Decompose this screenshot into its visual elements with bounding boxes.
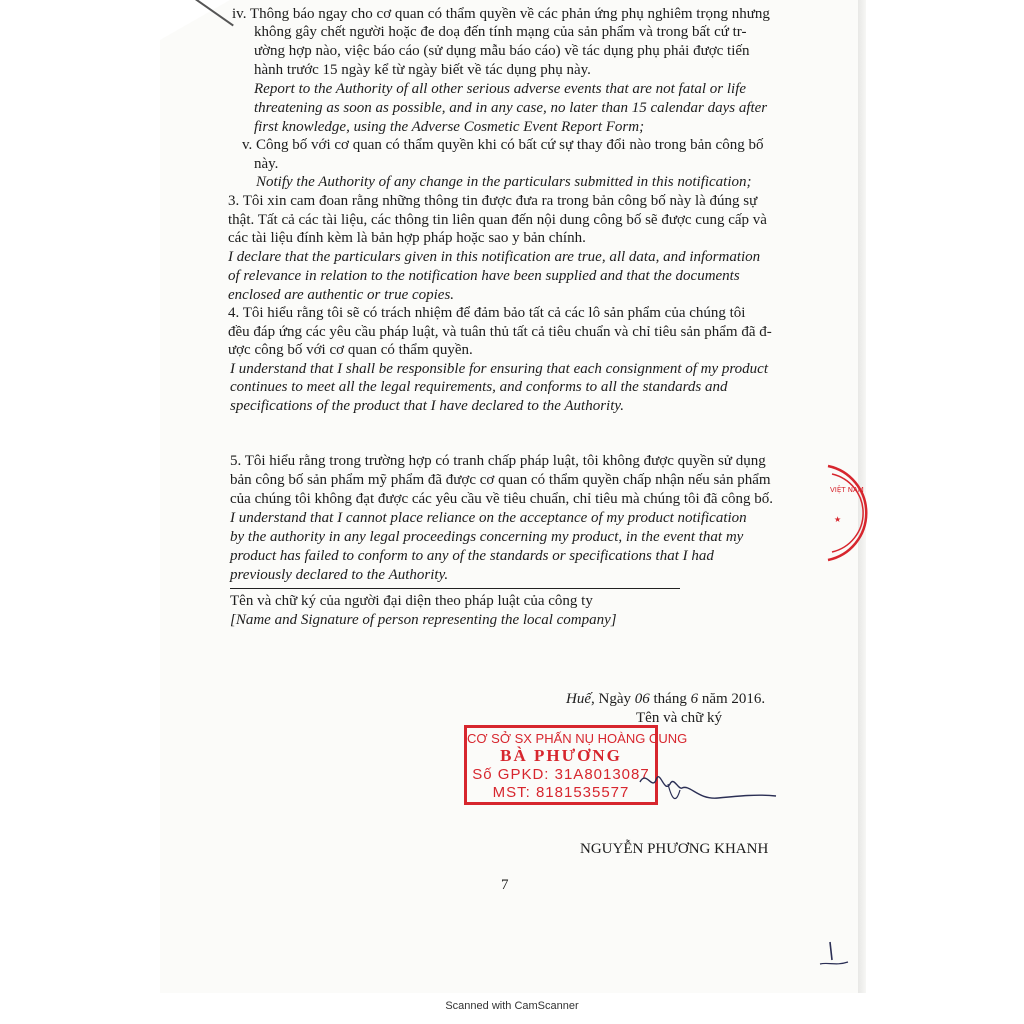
item-iv-en-line1: Report to the Authority of all other serious adverse events that are not fatal or life — [254, 81, 747, 97]
para-4-vi-line1: 4. Tôi hiểu rằng tôi sẽ có trách nhiệm để đảm bảo tất cả các lô sản phẩm của chúng tôi — [228, 305, 746, 321]
handwritten-signature — [638, 760, 778, 810]
item-v-vi-line2: này. — [254, 156, 279, 172]
para-5-en-line2: by the authority in any legal proceedings concerning my product, in the event that my — [230, 529, 744, 545]
date-day: 06 — [634, 691, 650, 707]
item-iv-vi-line1: iv. Thông báo ngay cho cơ quan có thẩm quyền về các phản ứng phụ nghiêm trọng nhưng — [232, 6, 770, 22]
para-4-vi-line3: ược công bố với cơ quan có thẩm quyền. — [228, 342, 473, 358]
stamp-line3: Số GPKD: 31A8013087 — [472, 766, 650, 783]
svg-text:★: ★ — [834, 515, 842, 524]
para-4-en-line2: continues to meet all the legal requirements, and conforms to all the standards and — [230, 379, 728, 395]
para-3-vi-line3: các tài liệu đính kèm là bản hợp pháp hoặc sao y bản chính. — [228, 230, 586, 246]
item-iv-vi-line3: ường hợp nào, việc báo cáo (sử dụng mẫu báo cáo) về tác dụng phụ phải được tiến — [254, 43, 750, 59]
para-3-vi-line1: 3. Tôi xin cam đoan rằng những thông tin được đưa ra trong bản công bố này là đúng sự — [228, 193, 758, 209]
para-4-en-line1: I understand that I shall be responsible for ensuring that each consignment of my product — [230, 361, 769, 377]
signer-name: NGUYỄN PHƯƠNG KHANH — [580, 841, 769, 857]
item-iv-en-line3: first knowledge, using the Adverse Cosmetic Event Report Form; — [254, 119, 645, 135]
handwritten-corner-mark — [816, 940, 856, 970]
page-fold-corner — [160, 0, 230, 40]
para-4-vi-line2: đều đáp ứng các yêu cầu pháp luật, và tuân thủ tất cả tiêu chuẩn và chỉ tiêu sản phẩm đã đ- — [228, 324, 772, 340]
para-5-en-line3: product has failed to conform to any of the standards or specifications that I had — [230, 548, 714, 564]
item-iv-en-line2: threatening as soon as possible, and in any case, no later than 15 calendar days after — [254, 100, 768, 116]
company-stamp — [464, 725, 688, 805]
item-iv-vi-line2: không gây chết người hoặc đe doạ đến tính mạng của sản phẩm và trong bất cứ tr- — [254, 24, 747, 40]
date-place: Huế — [566, 691, 591, 707]
para-5-en-line4: previously declared to the Authority. — [230, 567, 449, 583]
page-number: 7 — [501, 877, 509, 893]
signature-caption-vi: Tên và chữ ký của người đại diện theo pháp luật của công ty — [230, 593, 593, 609]
date-text-2: tháng — [649, 691, 691, 707]
para-3-en-line1: I declare that the particulars given in this notification are true, all data, and information — [228, 249, 761, 265]
para-3-en-line2: of relevance in relation to the notification have been supplied and that the documents — [228, 268, 740, 284]
stamp-line2: BÀ PHƯƠNG — [500, 746, 622, 765]
date-text-1: , Ngày — [591, 691, 635, 707]
date-text-3: năm 2016. — [698, 691, 766, 707]
signature-caption-en: [Name and Signature of person representing the local company] — [230, 612, 617, 628]
item-v-vi-line1: v. Công bố với cơ quan có thẩm quyền khi có bất cứ sự thay đổi nào trong bản công bố — [242, 137, 764, 153]
para-4-en-line3: specifications of the product that I have declared to the Authority. — [230, 398, 624, 414]
stamp-line4: MST: 8181535577 — [492, 784, 630, 801]
date-month: 6 — [690, 691, 699, 707]
signature-label: Tên và chữ ký — [636, 710, 723, 726]
para-5-vi-line1: 5. Tôi hiểu rằng trong trường hợp có tranh chấp pháp luật, tôi không được quyền sử dụng — [230, 453, 766, 469]
para-3-vi-line2: thật. Tất cả các tài liệu, các thông tin liên quan đến nội dung công bố sẽ được cung cấp và — [228, 212, 767, 228]
para-5-vi-line3: của chúng tôi không đạt được các yêu cầu về tiêu chuẩn, chỉ tiêu mà chúng tôi đã công bố. — [230, 491, 773, 507]
svg-text:VIỆT NAM: VIỆT NAM — [830, 486, 864, 494]
signature-rule — [230, 588, 680, 589]
para-5-vi-line2: bản công bố sản phẩm mỹ phẩm đã được cơ quan có thẩm quyền chấp nhận nếu sản phẩm — [230, 472, 771, 488]
item-iv-vi-line4: hành trước 15 ngày kể từ ngày biết về tác dụng phụ này. — [254, 62, 591, 78]
para-3-en-line3: enclosed are authentic or true copies. — [228, 287, 455, 303]
scanner-footer: Scanned with CamScanner — [445, 1000, 579, 1012]
stamp-line1: CƠ SỞ SX PHẤN NỤ HOÀNG CUNG — [467, 731, 688, 746]
item-v-en-line1: Notify the Authority of any change in the particulars submitted in this notification; — [256, 174, 752, 190]
official-seal-fragment — [822, 462, 922, 562]
para-5-en-line1: I understand that I cannot place reliance on the acceptance of my product notification — [230, 510, 747, 526]
date-line — [566, 690, 765, 708]
